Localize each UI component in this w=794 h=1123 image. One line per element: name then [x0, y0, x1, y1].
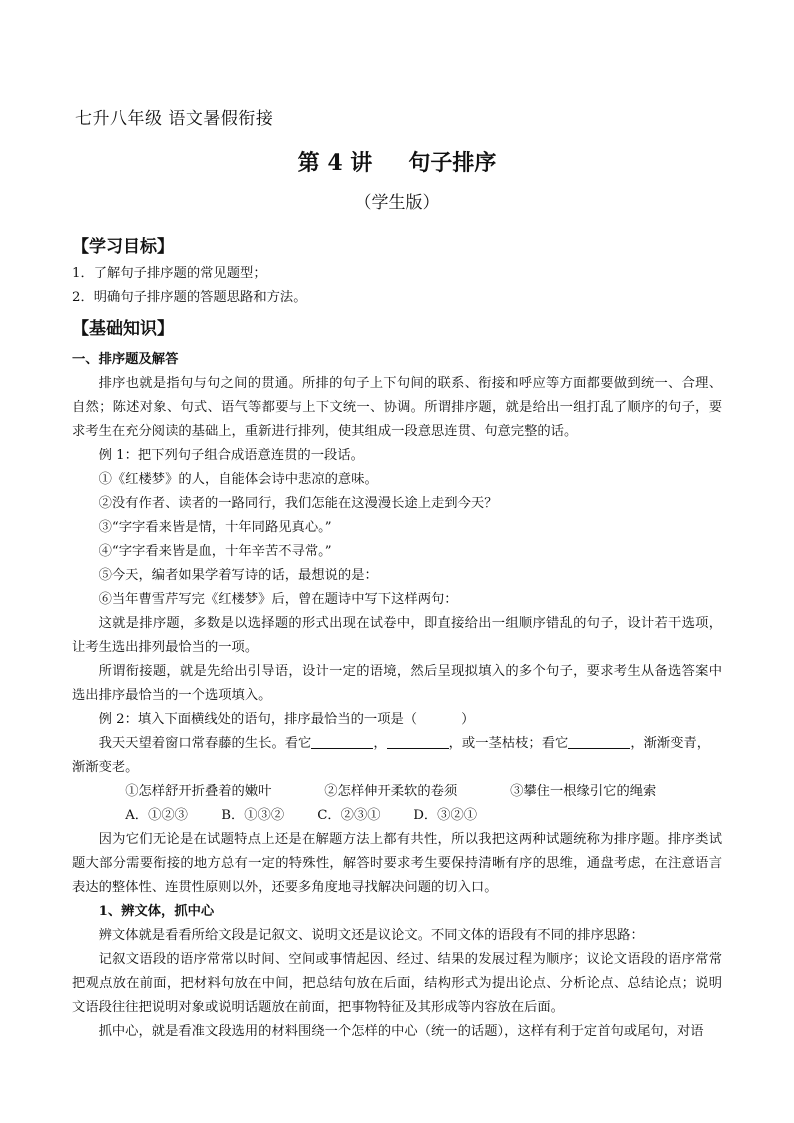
edition-label: （学生版）	[354, 193, 440, 213]
paragraph: 这就是排序题，多数是以选择题的形式出现在试卷中，即直接给出一组顺序错乱的句子，设计若干选项，让考生选出排列最恰当的一项。	[72, 616, 722, 655]
example-item: ⑥当年曹雪芹写完《红楼梦》后，曾在题诗中写下这样两句：	[98, 592, 458, 607]
subsection-title: 1、辨文体，抓中心	[98, 904, 215, 919]
objective-item: 2．明确句子排序题的答题思路和方法。	[72, 290, 307, 305]
option-item: ③攀住一根缘引它的绳索	[510, 784, 657, 799]
answer-blank	[568, 734, 630, 749]
document-body	[72, 232, 722, 1044]
choice-c: C．②③①	[317, 808, 381, 823]
fill-text: ，	[373, 736, 387, 751]
section-title: 一、排序题及解答	[72, 352, 179, 367]
option-list	[72, 780, 722, 804]
paragraph: 排序也就是指句与句之间的贯通。所排的句子上下句间的联系、衔接和呼应等方面都要做到统一、合理、自然；陈述对象、句式、语气等都要与上下文统一、协调。所谓排序题，就是给出一组打乱了顺序的句子，要求考生在充分阅读的基础上，重新进行排列，使其组成一段意思连贯、句意完整的话。	[72, 376, 722, 439]
lecture-topic: 句子排序	[408, 150, 497, 176]
answer-blank	[311, 734, 373, 749]
paragraph: 抓中心，就是看准文段选用的材料围绕一个怎样的中心（统一的话题），这样有利于定首句或尾句，对语	[98, 1024, 704, 1039]
option-item: ②怎样伸开柔软的卷须	[324, 784, 458, 799]
fill-blank-text: 渐渐变老。	[72, 760, 139, 775]
lecture-number: 第 4 讲	[297, 150, 373, 176]
paragraph: 辨文体就是看看所给文段是记叙文、说明文还是议论文。不同文体的语段有不同的排序思路：	[98, 928, 644, 943]
example-prompt	[72, 708, 722, 732]
course-header: 七升八年级 语文暑假衔接	[75, 109, 274, 129]
example-prompt-text: 例 2：填入下面横线处的语句，排序最恰当的一项是（	[98, 712, 418, 727]
objective-item: 1．了解句子排序题的常见题型；	[72, 266, 267, 281]
paragraph: 因为它们无论是在试题特点上还是在解题方法上都有共性，所以我把这两种试题统称为排序题。排序类试题大部分需要衔接的地方总有一定的特殊性，解答时要求考生要保持清晰有序的思维，通盘考虑，在注意语言表达的整体性、连贯性原则以外，还要多角度地寻找解决问题的切入口。	[72, 832, 722, 895]
example-item: ④“字字看来皆是血，十年辛苦不寻常。”	[98, 544, 332, 559]
fill-text: 我天天望着窗口常春藤的生长。看它	[98, 736, 312, 751]
fill-text: ，渐渐变青，	[630, 736, 711, 751]
answer-blank	[387, 734, 449, 749]
example-item: ③“字字看来皆是情，十年同路见真心。”	[98, 520, 332, 535]
basics-heading: 【基础知识】	[72, 319, 174, 339]
example-prompt: 例 1：把下列句子组合成语意连贯的一段话。	[98, 448, 364, 463]
example-prompt-end: ）	[461, 712, 475, 727]
example-item: ②没有作者、读者的一路同行，我们怎能在这漫漫长途上走到今天？	[98, 496, 498, 511]
choice-a: A．①②③	[125, 808, 188, 823]
page-title	[0, 146, 794, 177]
paragraph: 记叙文语段的语序常常以时间、空间或事情起因、经过、结果的发展过程为顺序；议论文语段的语序常常把观点放在前面，把材料句放在中间，把总结句放在后面，结构形式为提出论点、分析论点、总结论点；说明文语段往往把说明对象或说明话题放在前面，把事物特征及其形成等内容放在后面。	[72, 952, 722, 1015]
choice-d: D．③②①	[413, 808, 478, 823]
choice-b: B．①③②	[221, 808, 285, 823]
option-item: ①怎样舒开折叠着的嫩叶	[125, 784, 272, 799]
fill-text: ，或一茎枯枝；看它	[448, 736, 569, 751]
fill-blank-text	[72, 732, 722, 756]
paragraph: 所谓衔接题，就是先给出引导语，设计一定的语境，然后呈现拟填入的多个句子，要求考生从备选答案中选出排序最恰当的一个选项填入。	[72, 664, 722, 703]
choice-list	[72, 804, 722, 828]
example-item: ⑤今天，编者如果学着写诗的话，最想说的是：	[98, 568, 378, 583]
example-item: ①《红楼梦》的人，自能体会诗中悲凉的意味。	[98, 472, 378, 487]
objectives-heading: 【学习目标】	[72, 237, 174, 257]
